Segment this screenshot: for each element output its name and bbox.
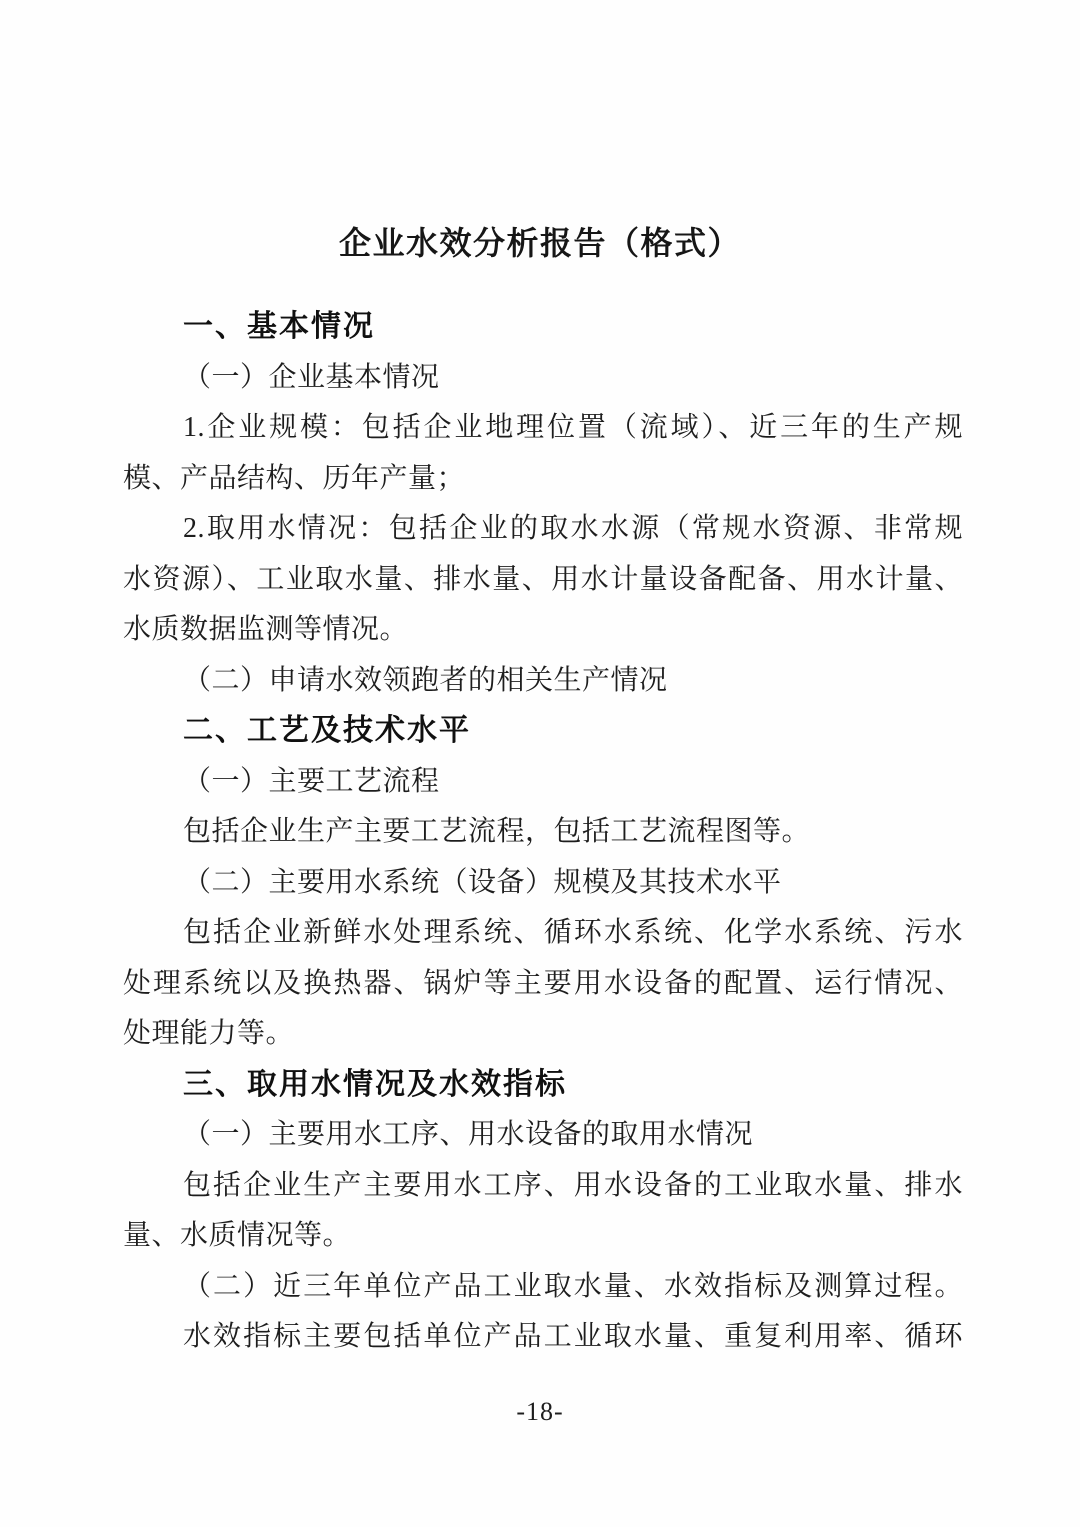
text-line: 处理能力等。: [123, 1018, 295, 1049]
section-heading: 二、工艺及技术水平: [183, 714, 471, 747]
text-line: 模、产品结构、历年产量；: [123, 462, 466, 494]
text-line: 包括企业新鲜水处理系统、循环水系统、化学水系统、污水: [183, 917, 963, 948]
document-title: 企业水效分析报告（格式）: [338, 225, 741, 261]
text-line: （一）企业基本情况: [183, 361, 440, 393]
section-heading: 一、基本情况: [183, 310, 375, 343]
text-line: 包括企业生产主要用水工序、用水设备的工业取水量、排水: [183, 1169, 963, 1201]
text-line: （二）申请水效领跑者的相关生产情况: [183, 664, 668, 696]
text-line: 水效指标主要包括单位产品工业取水量、重复利用率、循环: [183, 1321, 963, 1352]
text-line: （二）近三年单位产品工业取水量、水效指标及测算过程。: [183, 1270, 963, 1302]
text-line: （一）主要用水工序、用水设备的取用水情况: [183, 1119, 754, 1150]
text-line: 包括企业生产主要工艺流程，包括工艺流程图等。: [183, 816, 811, 847]
text-line: 2.取用水情况：包括企业的取水水源（常规水资源、非常规: [183, 513, 963, 544]
text-line: 量、水质情况等。: [123, 1220, 352, 1251]
text-line: 1.企业规模：包括企业地理位置（流域）、近三年的生产规: [183, 412, 963, 443]
page-number: -18-: [516, 1397, 564, 1426]
section-heading: 三、取用水情况及水效指标: [183, 1067, 567, 1101]
text-line: 水资源）、工业取水量、排水量、用水计量设备配备、用水计量、: [123, 563, 963, 595]
document-body: [123, 302, 963, 1363]
text-line: （二）主要用水系统（设备）规模及其技术水平: [183, 866, 782, 898]
text-line: （一）主要工艺流程: [183, 765, 440, 797]
text-line: 处理系统以及换热器、锅炉等主要用水设备的配置、运行情况、: [123, 967, 963, 999]
text-line: 水质数据监测等情况。: [123, 614, 409, 645]
